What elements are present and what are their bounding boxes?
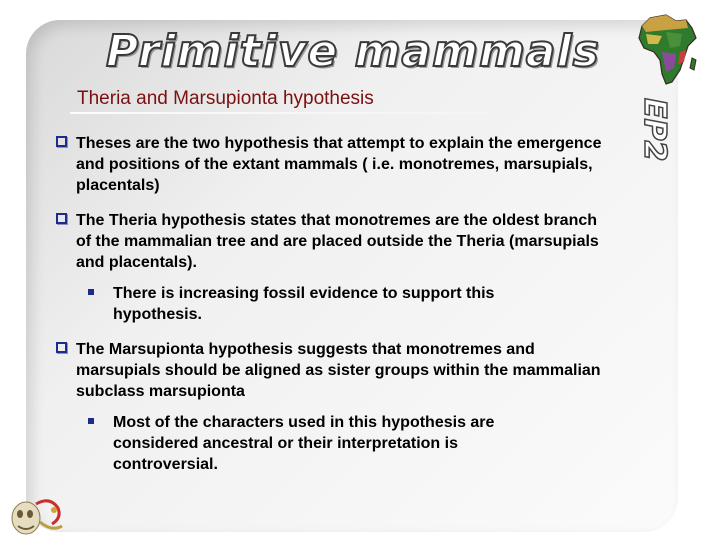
subtitle-underline (70, 112, 490, 114)
sub-bullet-item (55, 283, 553, 325)
content-body (55, 133, 615, 475)
filled-square-bullet-icon (88, 418, 94, 424)
sub-bullet-text: There is increasing fossil evidence to support this hypothesis. (113, 285, 495, 323)
subtitle: Theria and Marsupionta hypothesis (77, 88, 374, 109)
bullet-item (55, 339, 615, 402)
bullet-item (55, 133, 615, 196)
bullet-item (55, 210, 615, 273)
corner-label: EP2 (637, 98, 672, 162)
hollow-square-bullet-icon (56, 136, 67, 147)
bullet-text: Theses are the two hypothesis that attempt to explain the emergence and positions of the extant mammals ( i.e. monotremes, marsupials, placentals) (76, 135, 602, 194)
hollow-square-bullet-icon (56, 213, 67, 224)
bullet-text: The Theria hypothesis states that monotremes are the oldest branch of the mammalian tree and are placed outside the Theria (marsupials and placentals). (76, 212, 599, 271)
main-title: Primitive mammals (106, 26, 600, 77)
africa-map-logo (636, 12, 700, 88)
sub-bullet-text: Most of the characters used in this hypothesis are considered ancestral or their interpretation is controversial. (113, 414, 495, 473)
filled-square-bullet-icon (88, 289, 94, 295)
sub-bullet-item (55, 412, 553, 475)
bullet-text: The Marsupionta hypothesis suggests that monotremes and marsupials should be aligned as sister groups within the mammalian subclass marsupionta (76, 341, 601, 400)
hominid-fossil-logo (6, 492, 66, 538)
hollow-square-bullet-icon (56, 342, 67, 353)
